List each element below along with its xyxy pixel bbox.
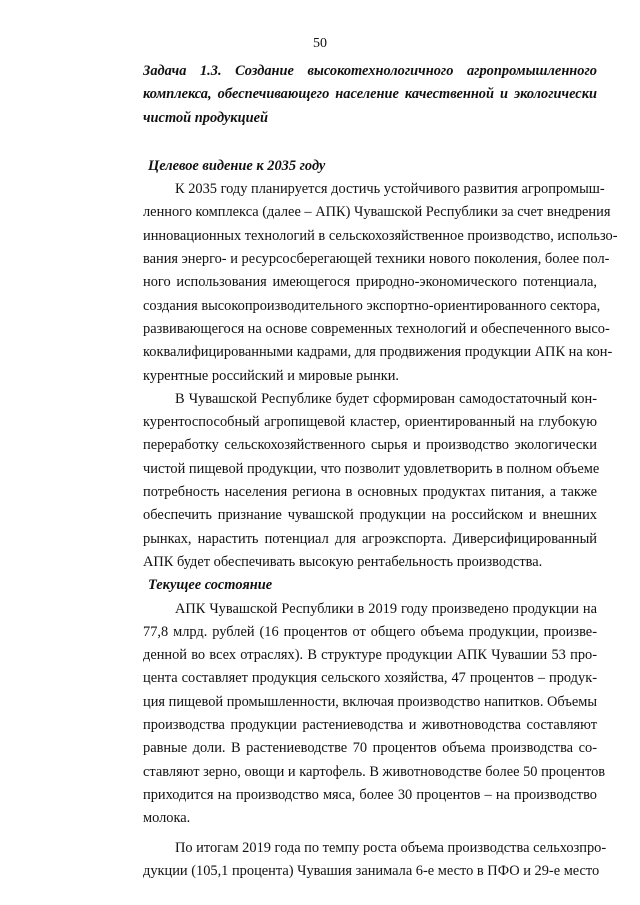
paragraph-line: молока. (143, 810, 191, 827)
text-column (143, 60, 618, 883)
paragraph-line: переработку сельскохозяйственного сырья и производство экологически (143, 437, 597, 454)
task-heading-line: чистой продукцией (143, 109, 268, 126)
paragraph-line: создания высокопроизводительного экспортно-ориентированного сектора, (143, 297, 601, 314)
paragraph (143, 388, 600, 574)
paragraph-line: ставляют зерно, овощи и картофель. В животноводстве более 50 процентов (143, 763, 606, 780)
paragraph-line: развивающегося на основе современных технологий и обеспеченного высо- (143, 320, 610, 337)
paragraph-line: дукции (105,1 процента) Чувашия занимала 6-е место в ПФО и 29-е место (143, 862, 600, 879)
paragraph-line: ция пищевой промышленности, включая производство напитков. Объемы (143, 693, 597, 710)
paragraph-line: инновационных технологий в сельскохозяйственное производство, использо- (143, 227, 618, 244)
task-heading-line: Задача 1.3. Создание высокотехнологичного агропромышленного (143, 63, 597, 79)
paragraph-line: производства продукции растениеводства и животноводства составляют (143, 717, 597, 734)
paragraph-line: обеспечить признание чувашской продукции на российском и внешних (143, 507, 597, 524)
section-heading-vision: Целевое видение к 2035 году (148, 157, 326, 174)
paragraph-line: АПК будет обеспечивать высокую рентабельность производства. (143, 553, 543, 570)
paragraph-line: К 2035 году планируется достичь устойчивого развития агропромыш- (175, 181, 605, 198)
paragraph-line: По итогам 2019 года по темпу роста объема производства сельхозпро- (175, 839, 607, 856)
paragraph-line: ного использования имеющегося природно-экономического потенциала, (143, 274, 597, 291)
paragraph (143, 598, 606, 831)
paragraph-line: АПК Чувашской Республики в 2019 году произведено продукции на (175, 600, 597, 617)
paragraph-line: приходится на производство мяса, более 30 процентов – на производство (143, 786, 597, 803)
paragraph-line: чистой пищевой продукции, что позволит удовлетворить в полном объеме (143, 460, 600, 477)
paragraph (143, 178, 618, 388)
paragraph (143, 837, 607, 884)
section-heading-current: Текущее состояние (148, 577, 273, 594)
paragraph-line: цента составляет продукция сельского хозяйства, 47 процентов – продук- (143, 670, 597, 687)
paragraph-line: 77,8 млрд. рублей (16 процентов от общего объема продукции, произве- (143, 623, 597, 640)
task-heading (143, 60, 597, 130)
paragraph-line: денной во всех отраслях). В структуре продукции АПК Чувашии 53 про- (143, 647, 597, 664)
paragraph-line: В Чувашской Республике будет сформирован самодостаточный кон- (175, 390, 597, 407)
paragraph-line: рынках, нарастить потенциал для агроэкспорта. Диверсифицированный (143, 530, 597, 547)
paragraph-line: потребность населения региона в основных продуктах питания, а также (143, 484, 597, 501)
paragraph-line: ленного комплекса (далее – АПК) Чувашской Республики за счет внедрения (143, 204, 611, 221)
paragraph-line: курентные российский и мировые рынки. (143, 367, 400, 384)
paragraph-line: коквалифицированными кадрами, для продвижения продукции АПК на кон- (143, 344, 613, 361)
paragraph-line: курентоспособный агропищевой кластер, ориентированный на глубокую (143, 414, 597, 431)
page-number: 50 (313, 36, 327, 51)
task-heading-line: комплекса, обеспечивающего население качественной и экологически (143, 86, 597, 103)
paragraph-line: равные доли. В растениеводстве 70 процентов объема производства со- (143, 740, 597, 757)
paragraph-line: вания энерго- и ресурсосберегающей техники нового поколения, более пол- (143, 251, 610, 268)
